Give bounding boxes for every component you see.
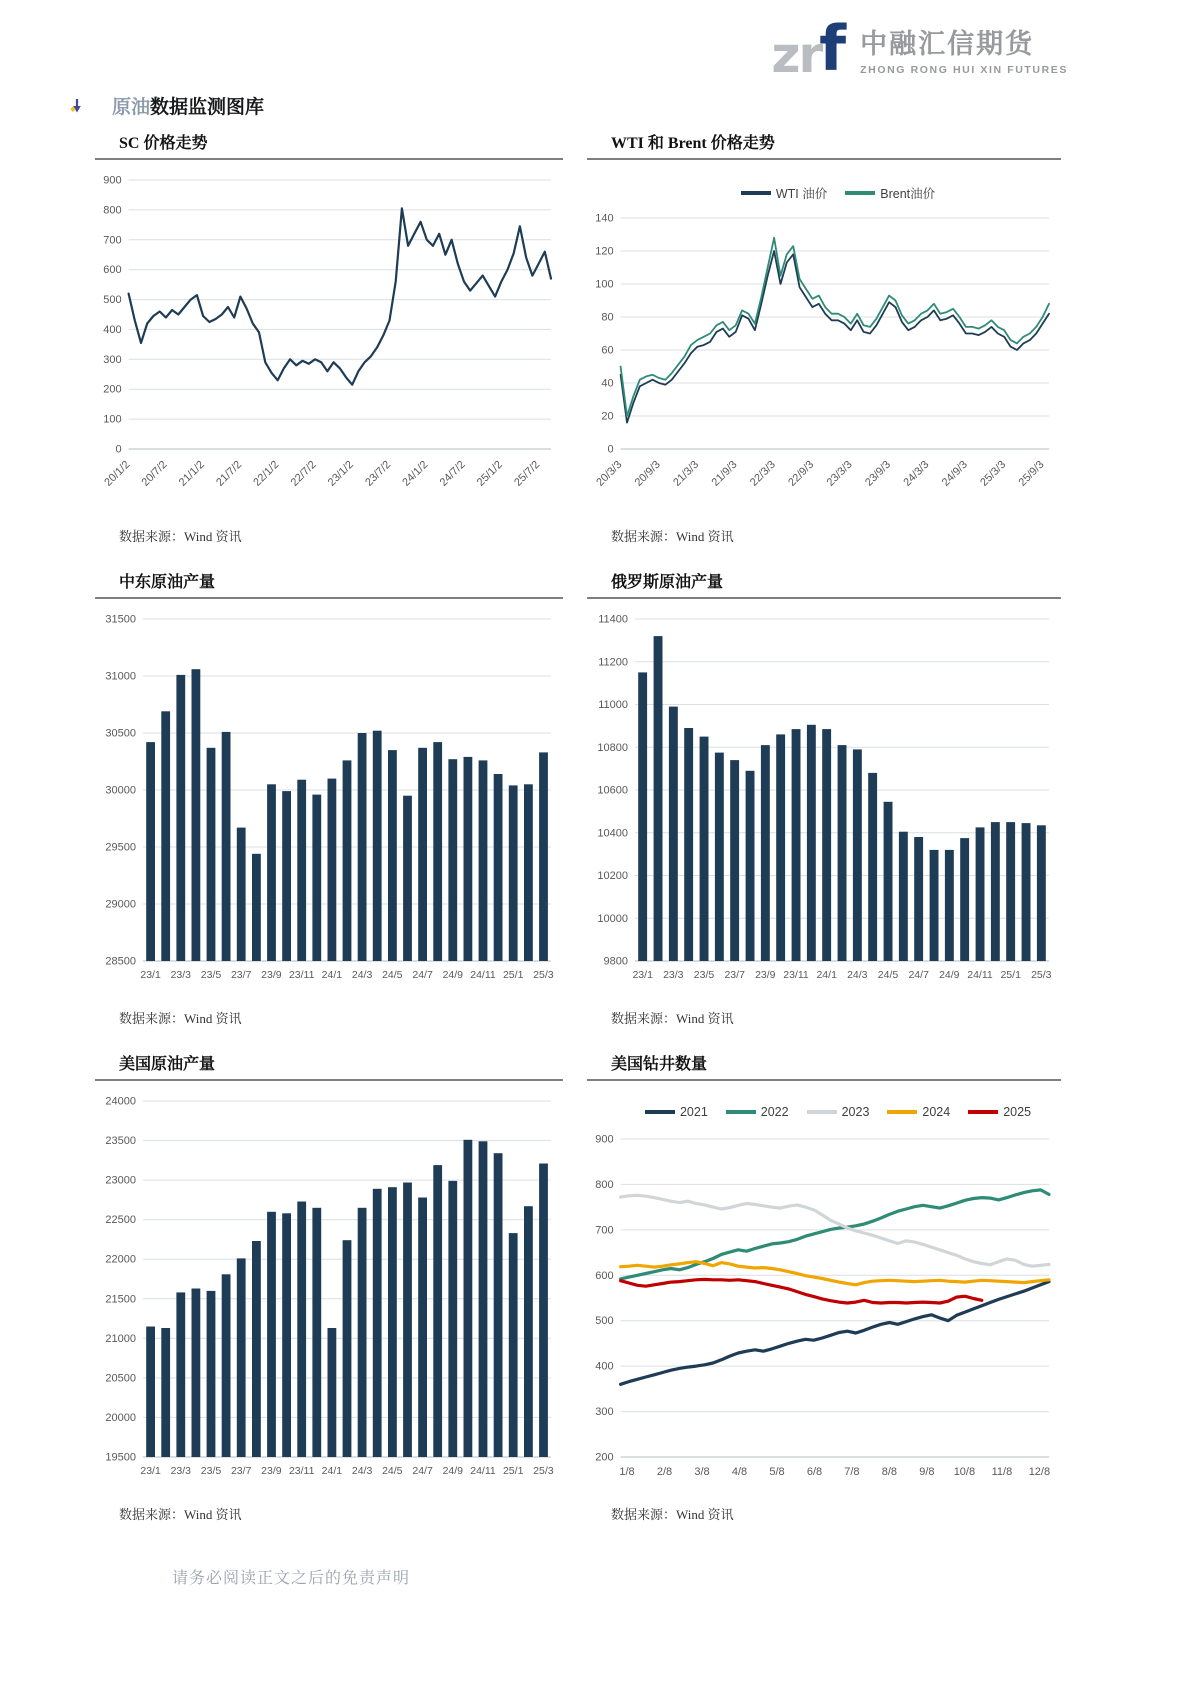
svg-text:11200: 11200 (598, 656, 628, 669)
title-divider (587, 1079, 1061, 1081)
svg-text:24/9: 24/9 (939, 969, 960, 981)
russia-output-chart (587, 605, 1061, 998)
chart-title-us-output: 美国原油产量 (119, 1056, 216, 1073)
chart-title-russia-output: 俄罗斯原油产量 (611, 574, 724, 591)
svg-text:23/7: 23/7 (230, 1465, 252, 1477)
svg-text:23/5: 23/5 (693, 969, 715, 981)
chart-block-us-rigs (587, 1051, 1061, 1523)
legend-item: 2021 (645, 1105, 708, 1119)
svg-text:1/8: 1/8 (619, 1466, 635, 1478)
svg-text:800: 800 (103, 204, 122, 217)
us-output-chart-canvas (95, 1087, 563, 1489)
svg-text:21/3/3: 21/3/3 (671, 458, 702, 489)
page-header (771, 12, 1068, 85)
svg-text:80: 80 (601, 311, 614, 324)
svg-text:30500: 30500 (105, 727, 136, 740)
svg-text:31000: 31000 (105, 670, 136, 683)
logo-f-text: f (819, 12, 847, 85)
svg-text:2/8: 2/8 (656, 1466, 673, 1478)
svg-text:20500: 20500 (105, 1372, 136, 1385)
wti-brent-chart-canvas (587, 166, 1061, 511)
svg-text:10000: 10000 (597, 912, 628, 925)
sc-price-chart-canvas (95, 166, 563, 511)
svg-text:22/3/3: 22/3/3 (747, 458, 779, 489)
data-source-label: 数据来源：Wind 资讯 (611, 1011, 734, 1026)
chart-title-wti-brent: WTI 和 Brent 价格走势 (611, 135, 775, 152)
us-rigs-chart (587, 1087, 1061, 1494)
legend-item: 2023 (807, 1105, 870, 1119)
wti-brent-chart (587, 166, 1061, 516)
svg-text:20/9/3: 20/9/3 (632, 458, 663, 489)
svg-text:23/11: 23/11 (288, 1465, 315, 1477)
chart-title-mideast-output: 中东原油产量 (119, 574, 216, 591)
svg-text:24/11: 24/11 (470, 1465, 496, 1477)
svg-text:10200: 10200 (597, 870, 628, 882)
svg-text:600: 600 (595, 1269, 614, 1282)
svg-text:800: 800 (595, 1178, 614, 1191)
svg-text:23/9: 23/9 (261, 1465, 282, 1477)
svg-text:24/7: 24/7 (412, 969, 433, 981)
svg-text:10800: 10800 (597, 741, 628, 754)
svg-text:23/3: 23/3 (663, 969, 684, 981)
svg-text:24/7: 24/7 (412, 1465, 433, 1477)
svg-text:500: 500 (103, 294, 122, 307)
chart-title-sc-price: SC 价格走势 (119, 135, 208, 152)
legend-item: Brent油价 (845, 184, 935, 202)
svg-text:23/7: 23/7 (724, 969, 745, 981)
svg-text:11400: 11400 (598, 613, 628, 626)
legend-item: 2025 (968, 1105, 1031, 1119)
svg-text:24/1: 24/1 (321, 1465, 343, 1477)
svg-text:24/9: 24/9 (442, 969, 464, 981)
disclaimer-text: 请务必阅读正文之后的免责声明 (172, 1570, 411, 1587)
title-divider (95, 1079, 563, 1081)
chart-block-mideast-output (95, 569, 563, 1027)
wti-brent-legend (623, 184, 1053, 202)
chart-title-us-rigs: 美国钻井数量 (611, 1056, 708, 1073)
svg-text:24/3: 24/3 (847, 969, 868, 981)
section-title-accent: 原油 (112, 97, 151, 118)
data-source-label: 数据来源：Wind 资讯 (119, 529, 242, 544)
mideast-output-chart-canvas (95, 605, 563, 993)
svg-text:11/8: 11/8 (991, 1466, 1013, 1478)
svg-text:21/7/2: 21/7/2 (214, 458, 245, 489)
bullet-arrow-icon (70, 98, 84, 114)
svg-text:24/3: 24/3 (351, 969, 373, 981)
svg-text:24000: 24000 (105, 1095, 136, 1108)
svg-text:23000: 23000 (105, 1174, 136, 1187)
svg-text:100: 100 (595, 278, 614, 291)
chart-block-us-output (95, 1051, 563, 1523)
company-logo-text (860, 22, 1068, 76)
svg-text:23/7: 23/7 (230, 969, 252, 981)
svg-text:0: 0 (607, 443, 614, 456)
svg-text:7/8: 7/8 (844, 1466, 860, 1478)
svg-text:24/9: 24/9 (442, 1465, 464, 1477)
svg-text:29500: 29500 (105, 841, 136, 854)
mideast-output-chart (95, 605, 563, 998)
sc-price-chart (95, 166, 563, 516)
data-source-label: 数据来源：Wind 资讯 (119, 1507, 242, 1522)
svg-text:23/1: 23/1 (140, 969, 161, 981)
svg-text:500: 500 (595, 1315, 614, 1328)
svg-text:6/8: 6/8 (806, 1466, 823, 1478)
svg-text:23/5: 23/5 (200, 1465, 222, 1477)
svg-text:25/9/3: 25/9/3 (1016, 458, 1047, 489)
title-divider (587, 597, 1061, 599)
svg-text:21000: 21000 (105, 1332, 136, 1345)
svg-text:25/1: 25/1 (502, 969, 524, 981)
us-rigs-chart-canvas (587, 1087, 1061, 1489)
legend-item: 2024 (887, 1105, 950, 1119)
legend-item: WTI 油价 (741, 184, 827, 202)
svg-text:8/8: 8/8 (881, 1466, 898, 1478)
svg-text:0: 0 (115, 443, 122, 456)
svg-text:24/7: 24/7 (908, 969, 929, 981)
us-output-chart (95, 1087, 563, 1494)
company-logo-mark (771, 12, 847, 85)
svg-text:12/8: 12/8 (1028, 1466, 1051, 1478)
svg-text:25/3: 25/3 (1031, 969, 1052, 981)
chart-block-wti-brent (587, 130, 1061, 545)
svg-text:20000: 20000 (105, 1411, 136, 1424)
company-name-en: ZHONG RONG HUI XIN FUTURES (860, 64, 1068, 76)
svg-text:23/5: 23/5 (200, 969, 222, 981)
section-title-text: 数据监测图库 (150, 97, 265, 118)
svg-text:5/8: 5/8 (769, 1466, 785, 1478)
svg-text:25/3: 25/3 (533, 1465, 554, 1477)
logo-zr-text: zr (771, 26, 822, 84)
svg-text:24/1/2: 24/1/2 (400, 458, 431, 489)
svg-text:24/3/3: 24/3/3 (901, 458, 932, 489)
title-divider (95, 158, 563, 160)
svg-text:23/3: 23/3 (170, 969, 192, 981)
svg-text:23/7/2: 23/7/2 (363, 458, 394, 489)
svg-text:900: 900 (595, 1133, 614, 1146)
svg-text:10/8: 10/8 (953, 1466, 976, 1478)
svg-text:600: 600 (103, 264, 122, 277)
charts-grid (95, 130, 1061, 1547)
svg-text:9/8: 9/8 (919, 1466, 935, 1478)
svg-text:24/7/2: 24/7/2 (437, 458, 468, 489)
svg-text:23/3/3: 23/3/3 (824, 458, 855, 489)
svg-text:29000: 29000 (105, 898, 136, 911)
svg-text:19500: 19500 (105, 1451, 136, 1464)
svg-text:24/5: 24/5 (382, 1465, 403, 1477)
section-title (70, 92, 264, 119)
svg-text:21500: 21500 (105, 1293, 136, 1306)
svg-text:23/11: 23/11 (783, 969, 809, 981)
svg-text:11000: 11000 (598, 699, 628, 711)
svg-text:22/9/3: 22/9/3 (786, 458, 817, 489)
svg-text:23500: 23500 (105, 1135, 136, 1148)
svg-text:300: 300 (595, 1406, 614, 1419)
svg-text:40: 40 (601, 377, 614, 390)
data-source-label: 数据来源：Wind 资讯 (611, 529, 734, 544)
svg-text:25/1: 25/1 (502, 1465, 524, 1477)
svg-text:23/9: 23/9 (755, 969, 776, 981)
title-divider (95, 597, 563, 599)
svg-text:31500: 31500 (105, 613, 136, 626)
svg-text:25/3/3: 25/3/3 (978, 458, 1009, 489)
svg-text:9800: 9800 (603, 955, 628, 968)
svg-text:23/1: 23/1 (140, 1465, 161, 1477)
svg-text:24/5: 24/5 (382, 969, 403, 981)
svg-text:25/7/2: 25/7/2 (512, 458, 543, 489)
svg-text:22/7/2: 22/7/2 (288, 458, 319, 489)
svg-text:25/1/2: 25/1/2 (474, 458, 505, 489)
svg-text:60: 60 (601, 344, 614, 357)
svg-text:24/11: 24/11 (967, 969, 993, 981)
svg-text:23/11: 23/11 (288, 969, 315, 981)
svg-text:200: 200 (103, 383, 122, 396)
svg-text:23/3: 23/3 (170, 1465, 192, 1477)
data-source-label: 数据来源：Wind 资讯 (611, 1507, 734, 1522)
svg-text:24/9/3: 24/9/3 (939, 458, 970, 489)
us-rigs-legend (623, 1105, 1053, 1119)
svg-text:23/9: 23/9 (261, 969, 282, 981)
svg-text:10600: 10600 (597, 784, 628, 797)
svg-text:3/8: 3/8 (694, 1466, 710, 1478)
company-name-cn: 中融汇信期货 (860, 29, 1035, 59)
svg-text:23/9/3: 23/9/3 (863, 458, 894, 489)
svg-text:20/7/2: 20/7/2 (139, 458, 170, 489)
svg-text:200: 200 (595, 1451, 614, 1464)
svg-text:700: 700 (103, 234, 122, 247)
svg-text:10400: 10400 (597, 827, 628, 840)
svg-text:22000: 22000 (105, 1253, 136, 1266)
svg-text:400: 400 (595, 1360, 614, 1373)
svg-text:22/1/2: 22/1/2 (251, 458, 282, 489)
svg-text:20/3/3: 20/3/3 (594, 458, 625, 489)
svg-text:20: 20 (601, 410, 614, 423)
legend-item: 2022 (726, 1105, 789, 1119)
svg-text:23/1/2: 23/1/2 (325, 458, 356, 489)
svg-text:140: 140 (595, 212, 614, 225)
svg-text:20/1/2: 20/1/2 (102, 458, 133, 489)
svg-text:24/1: 24/1 (321, 969, 343, 981)
svg-text:24/11: 24/11 (470, 969, 496, 981)
data-source-label: 数据来源：Wind 资讯 (119, 1011, 242, 1026)
svg-text:400: 400 (103, 323, 122, 336)
svg-text:21/9/3: 21/9/3 (709, 458, 740, 489)
chart-block-russia-output (587, 569, 1061, 1027)
chart-block-sc-price (95, 130, 563, 545)
svg-text:21/1/2: 21/1/2 (176, 458, 207, 489)
svg-text:24/5: 24/5 (877, 969, 899, 981)
svg-text:100: 100 (103, 413, 122, 426)
svg-text:23/1: 23/1 (632, 969, 653, 981)
svg-text:30000: 30000 (105, 784, 136, 797)
svg-text:24/1: 24/1 (816, 969, 837, 981)
svg-text:900: 900 (103, 174, 122, 187)
svg-text:120: 120 (595, 245, 614, 258)
svg-text:300: 300 (103, 353, 122, 366)
russia-output-chart-canvas (587, 605, 1061, 993)
svg-text:24/3: 24/3 (351, 1465, 373, 1477)
svg-text:4/8: 4/8 (731, 1466, 748, 1478)
svg-text:28500: 28500 (105, 955, 136, 968)
title-divider (587, 158, 1061, 160)
svg-text:22500: 22500 (105, 1214, 136, 1227)
svg-text:25/1: 25/1 (1000, 969, 1021, 981)
svg-text:700: 700 (595, 1224, 614, 1237)
svg-text:25/3: 25/3 (533, 969, 554, 981)
